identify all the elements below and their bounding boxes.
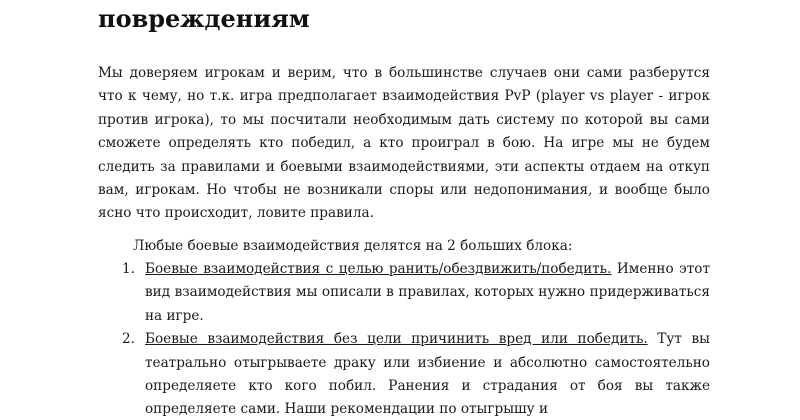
list-item-text: Тут вы театрально отыгрываете драку или избиение и абсолютно самостоятельно определяете кто кого побил. Ранения и страдания от боя вы также определяете сами. Наши рекомендации по отыгрышу и bbox=[145, 331, 710, 418]
list-item-number: 2. bbox=[122, 331, 135, 348]
list-item bbox=[98, 328, 710, 420]
list-item-title: Боевые взаимодействия с целью ранить/обездвижить/победить. bbox=[145, 261, 612, 277]
list-item-number: 1. bbox=[122, 261, 135, 277]
list-item bbox=[98, 258, 710, 328]
list-item-title: Боевые взаимодействия без цели причинить вред или победить. bbox=[145, 331, 648, 348]
section-heading: повреждениям bbox=[98, 4, 310, 33]
intro-paragraph: Мы доверяем игрокам и верим, что в большинстве случаев они сами разберутся что к чему, но т.к. игра предполагает взаимодействия PvP (player vs player - игрок против игрока), то мы посчитали необходимым дать систему по которой вы сами сможете определять кто победил, а кто проиграл в бою. На игре мы не будем следить за правилами и боевыми взаимодействиями, эти аспекты отдаем на откуп вам, игрокам. Но чтобы не возникали споры или недопонимания, и вообще было ясно что происходит, ловите правила. bbox=[98, 65, 710, 222]
list-item-text: Именно этот вид взаимодействия мы описали в правилах, которых нужно придерживаться на игре. bbox=[145, 261, 710, 324]
list-intro: Любые боевые взаимодействия делятся на 2 больших блока: bbox=[133, 238, 573, 254]
combat-types-list bbox=[98, 258, 710, 420]
